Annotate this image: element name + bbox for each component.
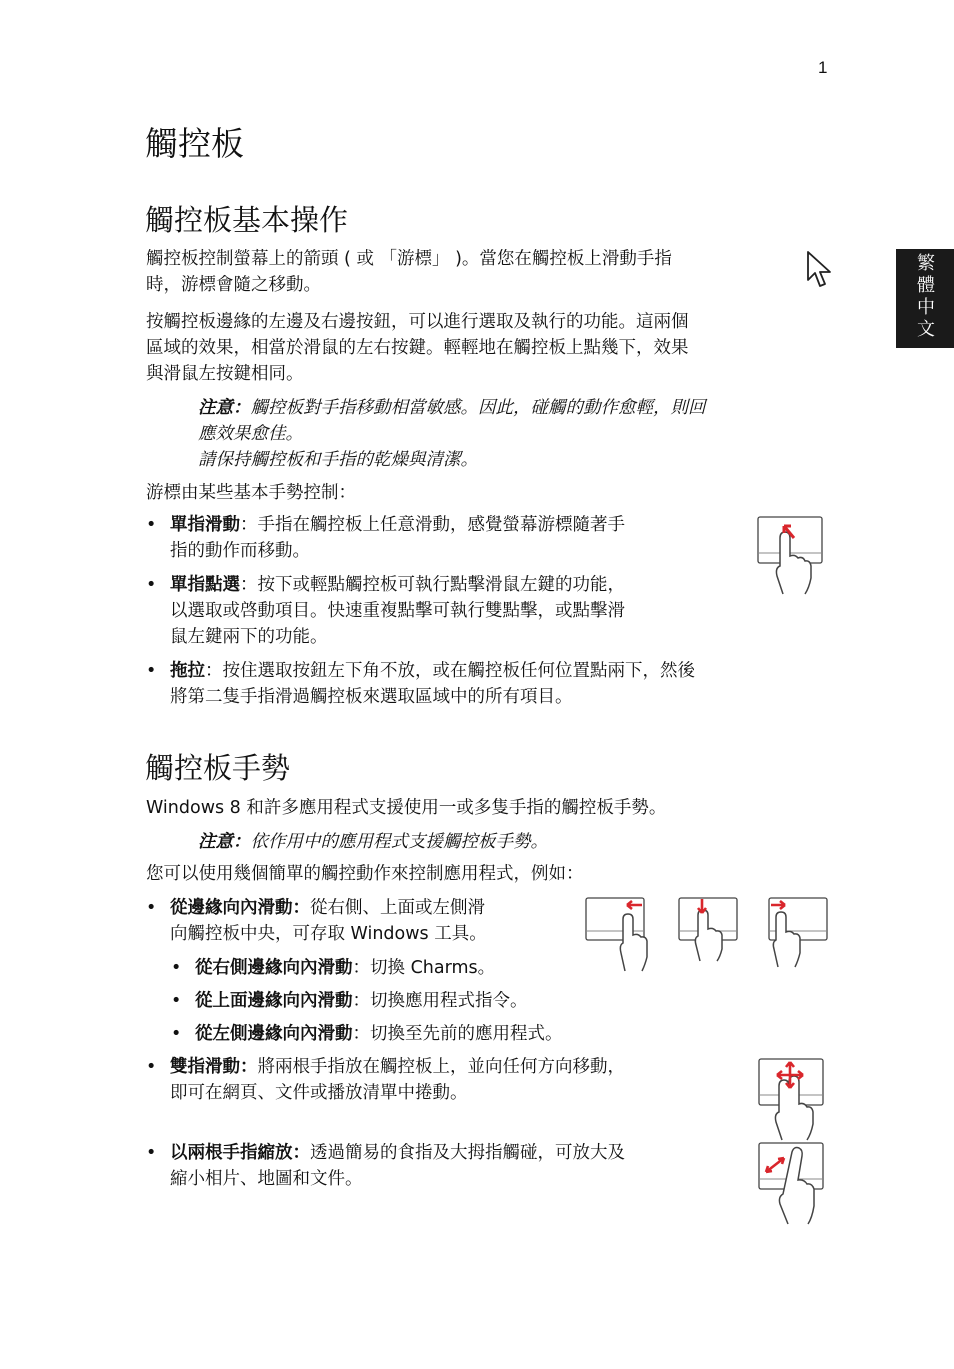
- note-sensitivity: 注意：觸控板對手指移動相當敏感。因此，碰觸的動作愈輕，則回 應效果愈佳。 請保持觸控板和手指的乾燥與清潔。: [198, 398, 706, 470]
- list-item: • 從右側邊緣向內滑動：切換 Charms。: [171, 958, 496, 978]
- page-number: 1: [818, 58, 828, 77]
- swipe-from-left-touchpad-icon: [768, 897, 834, 969]
- mouse-pointer-icon: [806, 250, 832, 292]
- note-app-support: 注意：依作用中的應用程式支援觸控板手勢。: [198, 832, 548, 852]
- language-tab: [896, 249, 954, 348]
- list-item: • 單指滑動：手指在觸控板上任意滑動，感覺螢幕游標隨著手 指的動作而移動。: [146, 515, 625, 561]
- page-title: 觸控板: [145, 124, 244, 163]
- two-finger-scroll-touchpad-icon: [758, 1058, 828, 1142]
- swipe-from-right-touchpad-icon: [585, 897, 657, 972]
- swipe-from-top-touchpad-icon: [678, 897, 744, 963]
- list-item: • 拖拉：按住選取按鈕左下角不放，或在觸控板任何位置點兩下，然後 將第二隻手指滑過觸控板來選取區域中的所有項目。: [146, 661, 695, 707]
- list-item: • 從上面邊緣向內滑動：切換應用程式指令。: [171, 991, 528, 1011]
- paragraph-controls-intro: 您可以使用幾個簡單的觸控動作來控制應用程式，例如：: [146, 864, 584, 884]
- list-item: • 雙指滑動：將兩根手指放在觸控板上，並向任何方向移動， 即可在網頁、文件或播放清單中捲動。: [146, 1057, 625, 1103]
- paragraph-gestures-intro: 游標由某些基本手勢控制：: [146, 483, 356, 503]
- list-item: • 從左側邊緣向內滑動：切換至先前的應用程式。: [171, 1024, 563, 1044]
- list-item: • 以兩根手指縮放：透過簡易的食指及大拇指觸碰，可放大及 縮小相片、地圖和文件。: [146, 1143, 625, 1189]
- section-heading-basic: 觸控板基本操作: [145, 203, 349, 237]
- list-item: • 從邊緣向內滑動：從右側、上面或左側滑 向觸控板中央，可存取 Windows 工具。: [146, 898, 487, 944]
- section-heading-gestures: 觸控板手勢: [145, 751, 291, 785]
- single-finger-touchpad-icon: [757, 516, 827, 596]
- pinch-zoom-touchpad-icon: [758, 1142, 828, 1226]
- paragraph-cursor: 觸控板控制螢幕上的箭頭 ( 或 「游標」 )。當您在觸控板上滑動手指 時，游標會隨之移動。: [146, 249, 672, 295]
- list-item: • 單指點選：按下或輕點觸控板可執行點擊滑鼠左鍵的功能， 以選取或啓動項目。快速重複點擊可執行雙點擊，或點擊滑 鼠左鍵兩下的功能。: [146, 575, 625, 647]
- paragraph-windows8: Windows 8 和許多應用程式支援使用一或多隻手指的觸控板手勢。: [146, 798, 667, 818]
- paragraph-buttons: 按觸控板邊緣的左邊及右邊按鈕，可以進行選取及執行的功能。這兩個 區域的效果，相當於滑鼠的左右按鍵。輕輕地在觸控板上點幾下，效果 與滑鼠左按鍵相同。: [146, 312, 689, 384]
- language-tab-label: 繁體中文: [917, 253, 935, 340]
